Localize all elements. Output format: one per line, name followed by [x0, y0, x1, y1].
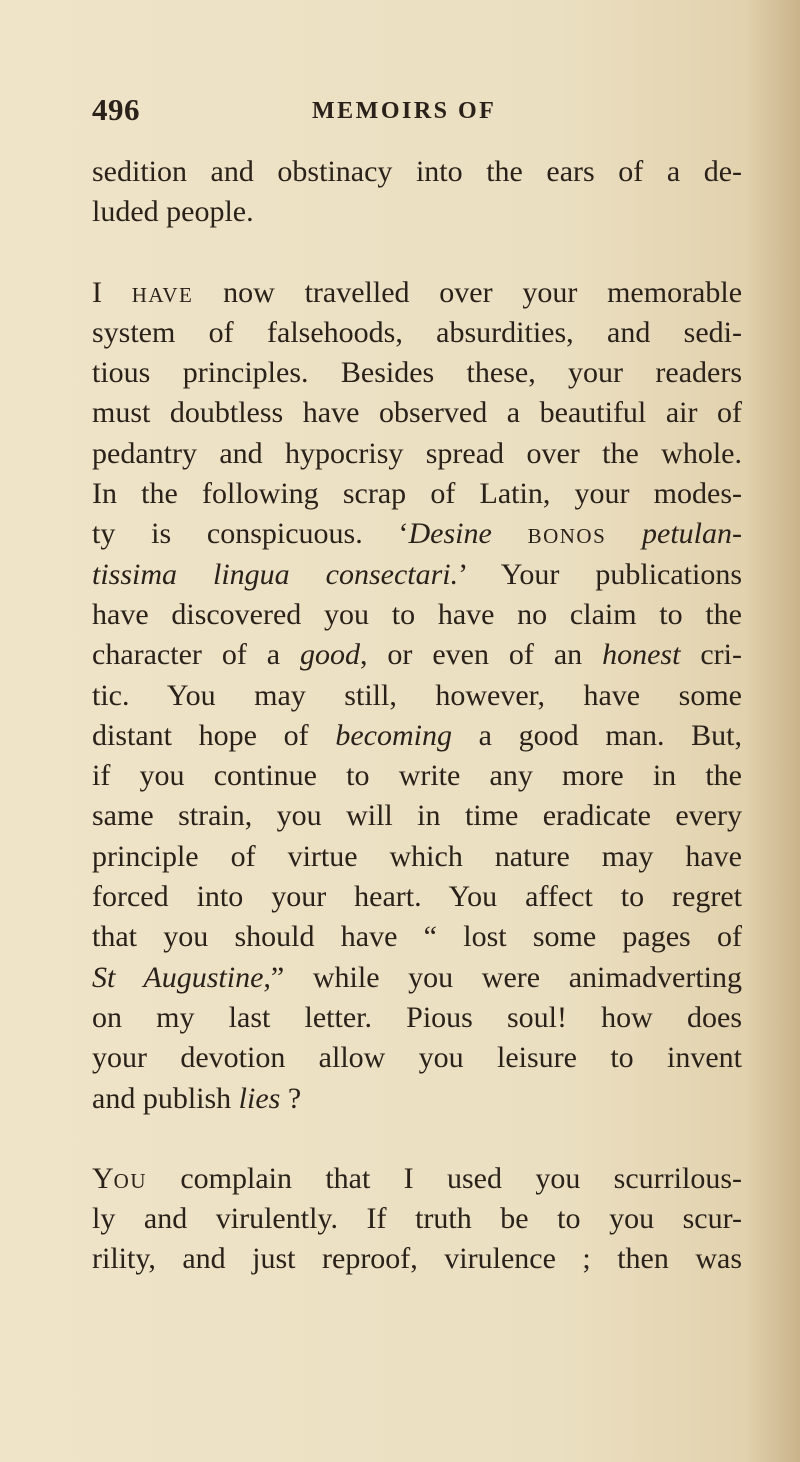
text-line: tious principles. Besides these, your readers — [92, 356, 742, 390]
text-line: sedition and obstinacy into the ears of a de- — [92, 155, 742, 188]
emphasis: becoming — [335, 718, 452, 752]
body-text — [92, 152, 742, 1280]
text-line: your devotion allow you leisure to invent — [92, 1041, 742, 1075]
emphasis: St Augustine, — [92, 960, 271, 994]
text-line: YOU complain that I used you scurrilous- — [92, 1161, 742, 1195]
page-header — [92, 92, 712, 132]
small-caps-word: OU — [113, 1168, 148, 1193]
text-line: luded people. — [92, 195, 254, 229]
text-line: distant hope of becoming a good man. But, — [92, 718, 743, 752]
paragraph-1 — [92, 152, 742, 233]
text-line: that you should have “ lost some pages of — [92, 920, 742, 954]
text-line: if you continue to write any more in the — [92, 759, 742, 793]
paragraph-3 — [92, 1159, 742, 1280]
text-line: tic. You may still, however, have some — [92, 678, 742, 712]
text-line: I HAVE now travelled over your memorable — [92, 275, 743, 309]
small-caps-word: BONOS — [527, 524, 607, 549]
drop-initial: I — [92, 275, 102, 309]
text-line: and publish lies ? — [92, 1081, 302, 1115]
emphasis: lies — [238, 1081, 281, 1115]
text-line: rility, and just reproof, virulence ; then was — [92, 1242, 742, 1276]
text-line: pedantry and hypocrisy spread over the whole. — [92, 436, 742, 470]
page-number: 496 — [92, 92, 140, 127]
text-line: forced into your heart. You affect to regret — [92, 880, 742, 914]
text-line: on my last letter. Pious soul! how does — [92, 1000, 742, 1034]
emphasis: good — [300, 638, 360, 672]
text-line: have discovered you to have no claim to the — [92, 597, 742, 631]
text-line: St Augustine,” while you were animadverting — [92, 960, 743, 994]
small-caps-word: HAVE — [131, 282, 194, 307]
latin-word: Desine — [408, 517, 492, 551]
emphasis: honest — [602, 638, 681, 672]
text-line: tissima lingua consectari.’ Your publications — [92, 557, 743, 591]
running-title: MEMOIRS OF — [312, 98, 497, 124]
text-line: system of falsehoods, absurdities, and sedi- — [92, 315, 742, 349]
text-line: must doubtless have observed a beautiful air of — [92, 396, 742, 430]
drop-initial: Y — [92, 1161, 114, 1195]
paragraph-2 — [92, 273, 742, 1119]
text-line: same strain, you will in time eradicate every — [92, 799, 742, 833]
text-line: ly and virulently. If truth be to you scur- — [92, 1202, 742, 1236]
text-line: principle of virtue which nature may have — [92, 839, 742, 873]
latin-word: petulan- — [642, 517, 743, 551]
text-line: In the following scrap of Latin, your modes- — [92, 477, 742, 511]
text-line: ty is conspicuous. ‘Desine BONOS petulan- — [92, 517, 743, 551]
latin-phrase: tissima lingua consectari. — [92, 557, 459, 591]
text-line: character of a good, or even of an honest cri- — [92, 638, 742, 672]
